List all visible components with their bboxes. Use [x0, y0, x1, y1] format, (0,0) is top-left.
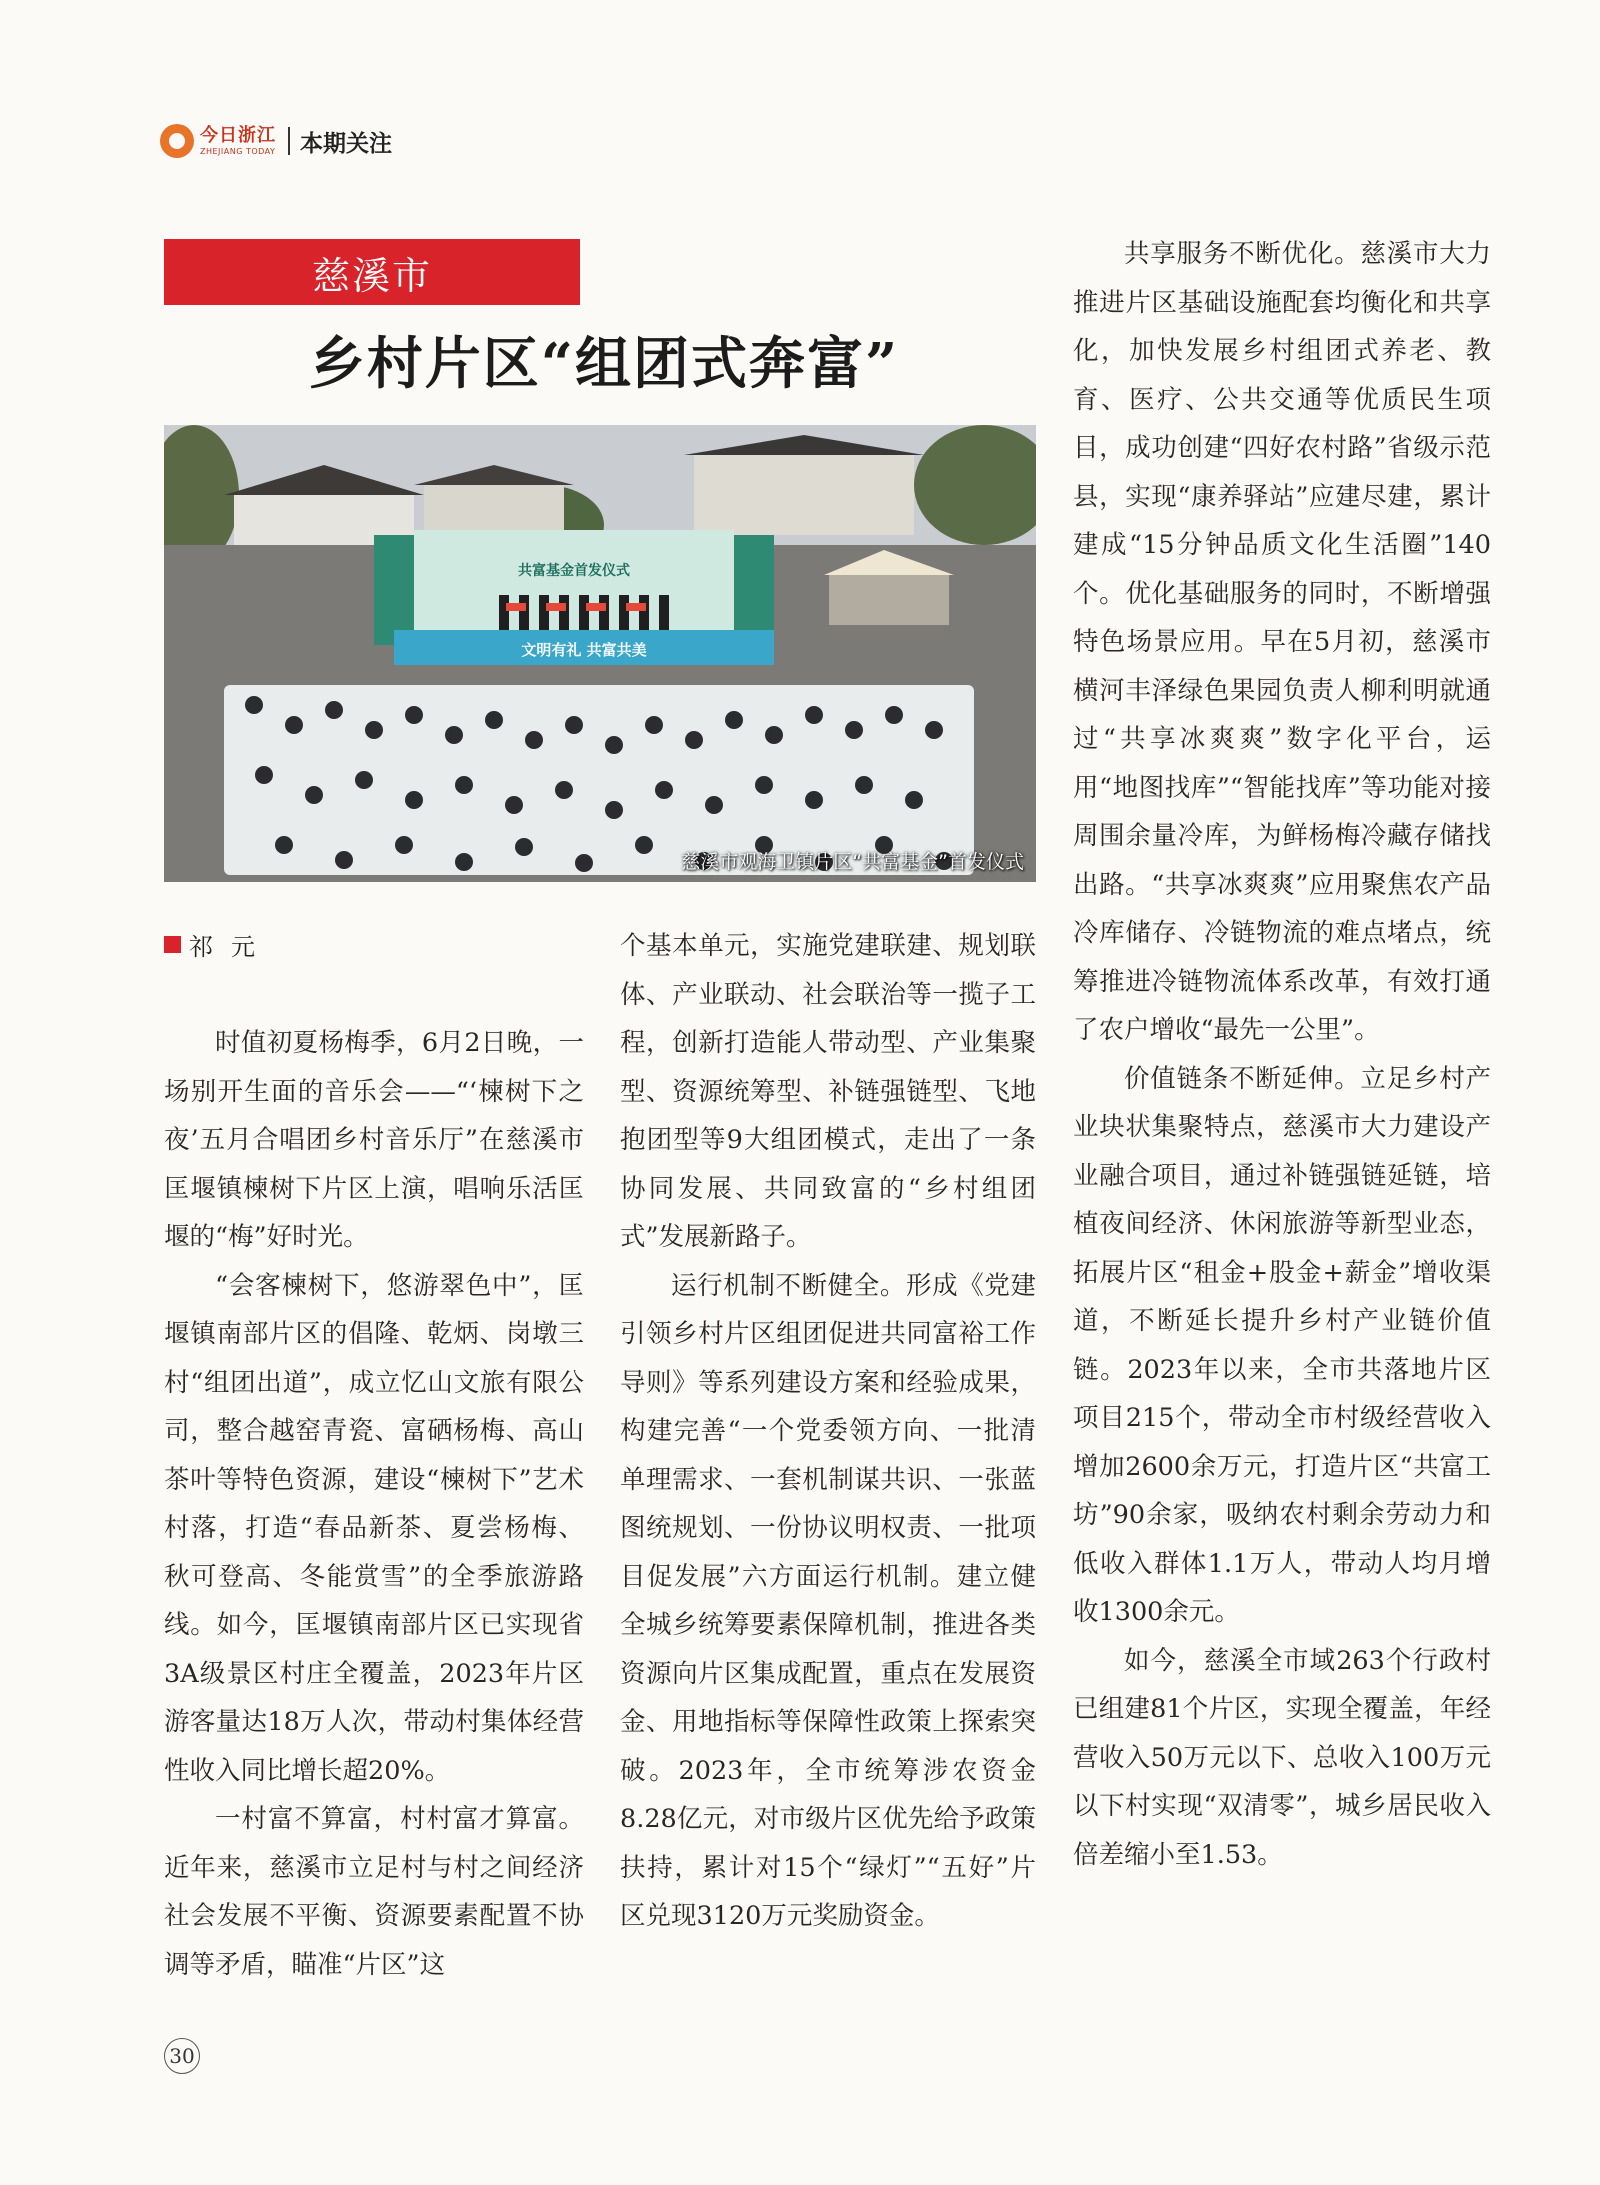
stage-banner: 文明有礼 共富共美 [521, 641, 647, 659]
author-byline [164, 927, 273, 962]
photo-illustration [164, 425, 1036, 882]
paragraph: “会客楝树下，悠游翠色中”，匡堰镇南部片区的倡隆、乾炳、岗墩三村“组团出道”，成立忆山文旅有限公司，整合越窑青瓷、富硒杨梅、高山茶叶等特色资源，建设“楝树下”艺术村落，打造“春品新茶、夏尝杨梅、秋可登高、冬能赏雪”的全季旅游路线。如今，匡堰镇南部片区已实现省3A级景区村庄全覆盖，2023年片区游客量达18万人次，带动村集体经营性收入同比增长超20%。 [164, 1270, 584, 1786]
paragraph: 一村富不算富，村村富才算富。近年来，慈溪市立足村与村之间经济社会发展不平衡、资源要素配置不协调等矛盾，瞄准“片区”这 [164, 1804, 584, 1980]
logo-name: 今日浙江 [200, 124, 276, 146]
section-label: 本期关注 [300, 130, 392, 157]
paragraph: 共享服务不断优化。慈溪市大力推进片区基础设施配套均衡化和共享化，加快发展乡村组团式养老、教育、医疗、公共交通等优质民生项目，成功创建“四好农村路”省级示范县，实现“康养驿站”应建尽建，累计建成“15分钟品质文化生活圈”140个。优化基础服务的同时，不断增强特色场景应用。早在5月初，慈溪市横河丰泽绿色果园负责人柳利明就通过“共享冰爽爽”数字化平台，运用“地图找库”“智能找库”等功能对接周围余量冷库，为鲜杨梅冷藏存储找出路。“共享冰爽爽”应用聚焦农产品冷库储存、冷链物流的难点堵点，统筹推进冷链物流体系改革，有效打通了农户增收“最先一公里”。 [1073, 239, 1491, 1045]
article-title: 乡村片区“组团式奔富” [308, 331, 900, 397]
paragraph: 运行机制不断健全。形成《党建引领乡村片区组团促进共同富裕工作导则》等系列建设方案和经验成果，构建完善“一个党委领方向、一批清单理需求、一套机制谋共识、一张蓝图统规划、一份协议明权责、一批项目促发展”六方面运行机制。建立健全城乡统筹要素保障机制，推进各类资源向片区集成配置，重点在发展资金、用地指标等保障性政策上探索突破。2023年，全市统筹涉农资金8.28亿元，对市级片区优先给予政策扶持，累计对15个“绿灯”“五好”片区兑现3120万元奖励资金。 [620, 1270, 1036, 1931]
text-column-2 [620, 922, 1036, 1941]
magazine-header [160, 116, 392, 166]
city-name: 慈溪市 [311, 253, 432, 298]
author-name: 祁元 [189, 933, 273, 961]
city-banner [164, 239, 580, 305]
logo-icon [160, 124, 194, 158]
paragraph: 价值链条不断延伸。立足乡村产业块状集聚特点，慈溪市大力建设产业融合项目，通过补链强链延链，培植夜间经济、休闲旅游等新型业态，拓展片区“租金+股金+薪金”增收渠道，不断延长提升乡村产业链价值链。2023年以来，全市共落地片区项目215个，带动全市村级经营收入增加2600余万元，打造片区“共富工坊”90余家，吸纳农村剩余劳动力和低收入群体1.1万人，带动人均月增收1300余元。 [1073, 1063, 1491, 1627]
page-number: 30 [164, 2038, 200, 2074]
text-column-3 [1073, 230, 1491, 1879]
logo-english-name: ZHEJIANG TODAY [200, 146, 276, 156]
paragraph: 时值初夏杨梅季，6月2日晚，一场别开生面的音乐会——“‘楝树下之夜’五月合唱团乡村音乐厅”在慈溪市匡堰镇楝树下片区上演，唱响乐活匡堰的“梅”好时光。 [164, 1028, 584, 1252]
stage-sign: 共富基金首发仪式 [518, 563, 630, 579]
article-photo [164, 425, 1036, 882]
byline-marker [164, 936, 181, 953]
paragraph: 如今，慈溪全市域263个行政村已组建81个片区，实现全覆盖，年经营收入50万元以下、总收入100万元以下村实现“双清零”，城乡居民收入倍差缩小至1.53。 [1073, 1645, 1491, 1870]
paragraph: 个基本单元，实施党建联建、规划联体、产业联动、社会联治等一揽子工程，创新打造能人带动型、产业集聚型、资源统筹型、补链强链型、飞地抱团型等9大组团模式，走出了一条协同发展、共同致富的“乡村组团式”发展新路子。 [620, 931, 1036, 1252]
photo-caption: 慈溪市观海卫镇片区“共富基金”首发仪式 [681, 851, 1024, 873]
text-column-1 [164, 1019, 584, 1989]
header-divider [288, 127, 290, 155]
logo [200, 124, 276, 156]
